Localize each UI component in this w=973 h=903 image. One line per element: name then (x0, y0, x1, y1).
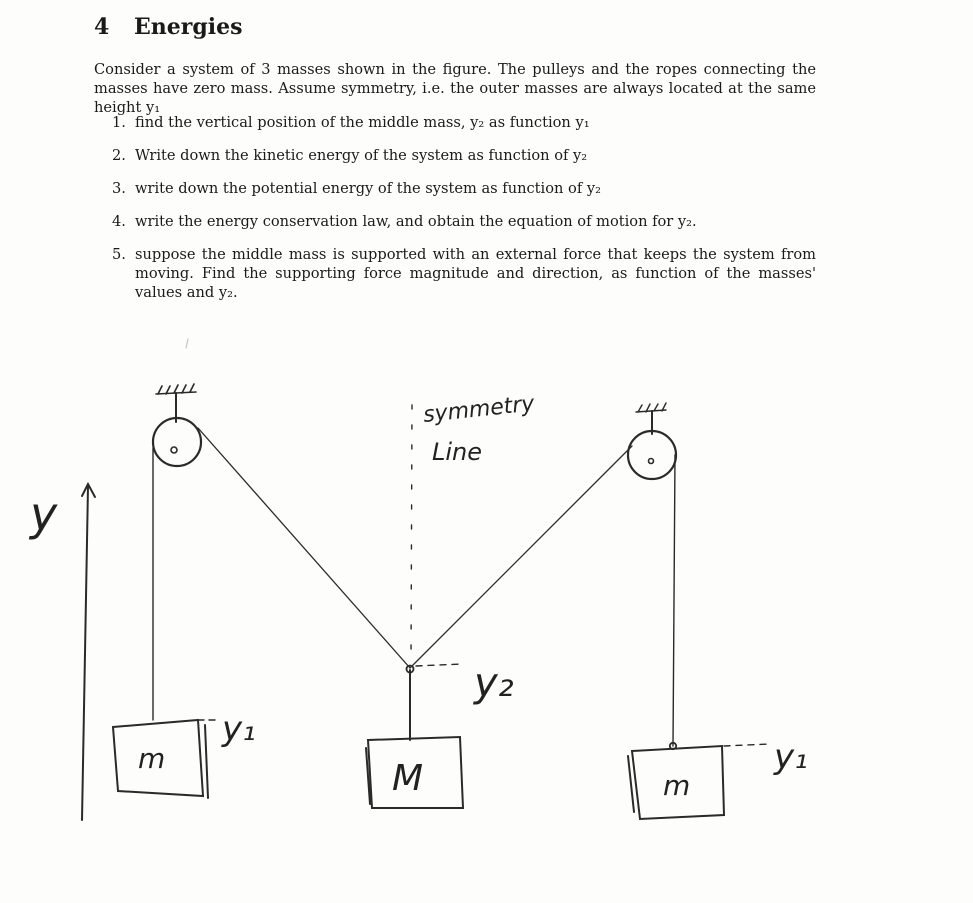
middle-mass-label: M (392, 758, 424, 799)
problem-intro: Consider a system of 3 masses shown in the figure. The pulleys and the ropes connecting the masses have zero mass. Assume symmetry, i.e. the outer masses are always located at the same height y₁ (94, 61, 816, 116)
middle-height-dash (416, 664, 462, 666)
left-diagonal-rope (198, 428, 410, 668)
left-mass-label: m (138, 742, 166, 775)
right-mass-label: m (663, 769, 691, 802)
task-number: 2. (112, 147, 126, 164)
task-text: write down the potential energy of the system as function of y₂ (135, 180, 601, 197)
axis-label: y (30, 487, 58, 541)
task-number: 3. (112, 180, 126, 197)
task-number: 1. (112, 114, 126, 131)
right-ceiling-hatch (636, 403, 666, 412)
section-title: Energies (134, 14, 243, 40)
task-text: Write down the kinetic energy of the system as function of y₂ (135, 147, 588, 164)
right-pulley (628, 431, 676, 479)
symmetry-label-line2: Line (432, 438, 483, 466)
task-text: find the vertical position of the middle mass, y₂ as function y₁ (135, 114, 590, 131)
y-axis-line (82, 486, 88, 820)
right-diagonal-rope (410, 446, 632, 668)
right-pulley-axle (649, 459, 654, 464)
right-height-dash (724, 744, 770, 746)
task-number: 4. (112, 213, 126, 230)
left-height-label: y₁ (222, 709, 256, 749)
left-pulley (153, 418, 201, 466)
task-text: write the energy conservation law, and obtain the equation of motion for y₂. (135, 213, 697, 230)
right-height-label: y₁ (774, 737, 808, 777)
right-vertical-rope (673, 455, 675, 746)
stray-mark (186, 339, 188, 348)
left-pulley-axle (171, 447, 177, 453)
symmetry-line (411, 405, 412, 662)
task-text: suppose the middle mass is supported with an external force that keeps the system from moving. Find the supporting force magnitude and direction, as function of the masses' values and y₂. (135, 246, 816, 301)
section-number: 4 (94, 14, 110, 40)
middle-height-label: y₂ (474, 660, 514, 706)
symmetry-label-line1: symmetry (422, 391, 536, 428)
task-number: 5. (112, 246, 126, 263)
